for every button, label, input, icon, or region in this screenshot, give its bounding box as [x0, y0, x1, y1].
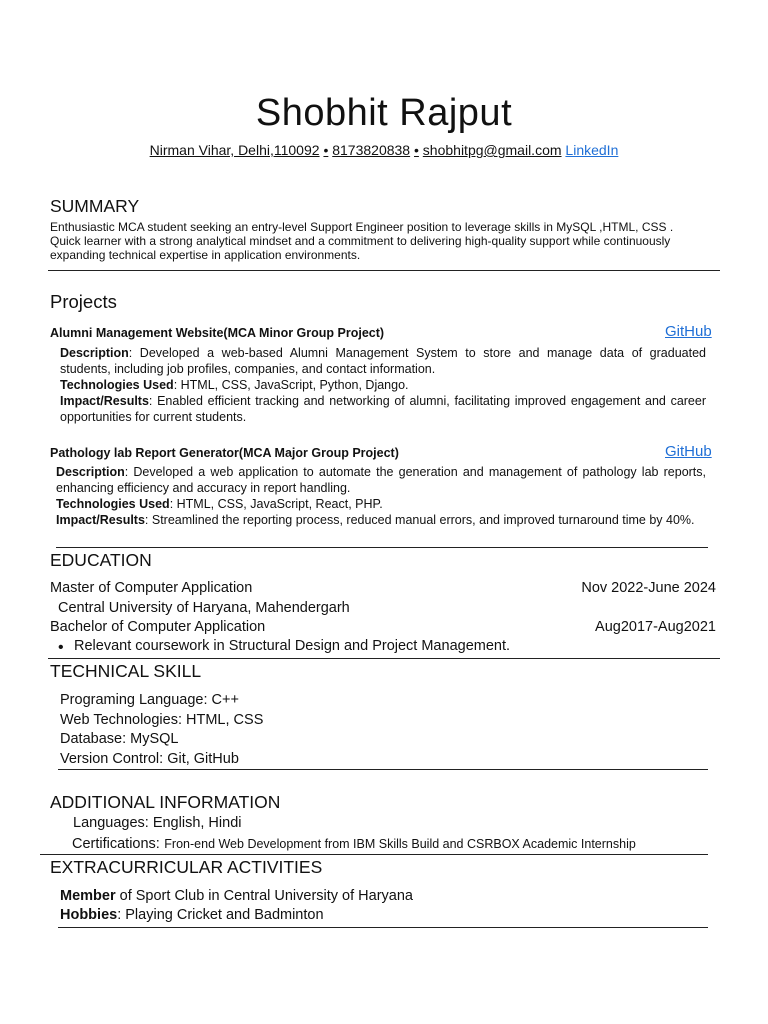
project-technologies: Technologies Used: HTML, CSS, JavaScript, React, PHP.: [56, 497, 383, 511]
education-date: Nov 2022-June 2024: [581, 580, 716, 596]
skills-list: [60, 691, 660, 769]
section-divider: [48, 270, 720, 271]
contact-email[interactable]: shobhitpg@gmail.com: [422, 142, 562, 158]
member-line: Member of Sport Club in Central University of Haryana: [60, 888, 413, 904]
summary-line: expanding technical expertise in application environments.: [50, 248, 361, 262]
summary-heading: SUMMARY: [50, 196, 140, 216]
project-impact: Impact/Results: Enabled efficient tracking and networking of alumni, facilitating improved engagement and career opportunities for current students.: [60, 394, 706, 424]
certifications-label: Certifications:: [72, 836, 160, 852]
education-degree: Master of Computer Application: [50, 580, 253, 596]
section-divider: [40, 854, 708, 855]
description-label: Description: [60, 346, 129, 360]
project-description: Description: Developed a web-based Alumni Management System to store and manage data of graduated students, including job profiles, companies, and contact information.: [60, 346, 706, 376]
contact-separator: •: [414, 142, 419, 158]
candidate-name: Shobhit Rajput: [255, 92, 513, 134]
linkedin-link[interactable]: LinkedIn: [565, 142, 619, 158]
hobbies-line: Hobbies: Playing Cricket and Badminton: [60, 907, 324, 923]
section-divider: [58, 927, 708, 928]
technologies-label: Technologies Used: [56, 497, 170, 511]
section-divider: [56, 547, 708, 548]
summary-line: Quick learner with a strong analytical mindset and a commitment to delivering high-quality support while continuously: [50, 234, 671, 248]
skill-item: Programing Language: C++: [60, 692, 239, 708]
skill-item: Web Technologies: HTML, CSS: [60, 711, 264, 728]
summary-line: Enthusiastic MCA student seeking an entry-level Support Engineer position to leverage skills in MySQL ,HTML, CSS .: [50, 220, 674, 234]
project-title: Alumni Management Website(MCA Minor Group Project): [50, 326, 385, 340]
impact-label: Impact/Results: [60, 394, 149, 408]
extracurricular-heading: EXTRACURRICULAR ACTIVITIES: [50, 857, 323, 877]
impact-label: Impact/Results: [56, 513, 145, 527]
bullet-icon: •: [58, 639, 64, 656]
technologies-label: Technologies Used: [60, 378, 174, 392]
skill-item: Version Control: Git, GitHub: [60, 750, 239, 767]
skill-item: Database: MySQL: [60, 731, 179, 747]
project-description: Description: Developed a web application to automate the generation and management of pathology lab reports, enhancing efficiency and accuracy in report handling.: [56, 465, 706, 495]
project-technologies: Technologies Used: HTML, CSS, JavaScript, Python, Django.: [60, 378, 409, 392]
contact-separator: •: [323, 142, 329, 158]
member-label: Member: [60, 888, 116, 904]
certifications-value: Fron-end Web Development from IBM Skills Build and CSRBOX Academic Internship: [164, 837, 636, 851]
education-school: Central University of Haryana, Mahendergarh: [58, 600, 350, 616]
section-divider: [48, 658, 720, 659]
summary-text: [50, 220, 750, 262]
project-impact: Impact/Results: Streamlined the reporting process, reduced manual errors, and improved turnaround time by 40%.: [56, 513, 695, 527]
contact-phone: 8173820838: [332, 142, 411, 158]
description-label: Description: [56, 465, 125, 479]
github-link[interactable]: GitHub: [665, 443, 712, 460]
education-degree: Bachelor of Computer Application: [50, 619, 266, 635]
education-heading: EDUCATION: [50, 550, 152, 570]
section-divider: [58, 769, 708, 770]
skills-heading: TECHNICAL SKILL: [50, 661, 202, 681]
certifications-line: [72, 835, 636, 853]
contact-address: Nirman Vihar, Delhi,110092: [149, 142, 320, 158]
projects-heading: Projects: [50, 291, 117, 312]
additional-heading: ADDITIONAL INFORMATION: [50, 792, 281, 812]
github-link[interactable]: GitHub: [665, 323, 712, 340]
project-details: [60, 345, 706, 425]
project-details: [56, 464, 706, 528]
project-title: Pathology lab Report Generator(MCA Major Group Project): [50, 446, 399, 460]
contact-line: [0, 142, 768, 158]
coursework-text: Relevant coursework in Structural Design and Project Management.: [74, 638, 511, 654]
languages-text: Languages: English, Hindi: [73, 815, 242, 831]
education-date: Aug2017-Aug2021: [595, 619, 716, 635]
hobbies-label: Hobbies: [60, 907, 118, 923]
